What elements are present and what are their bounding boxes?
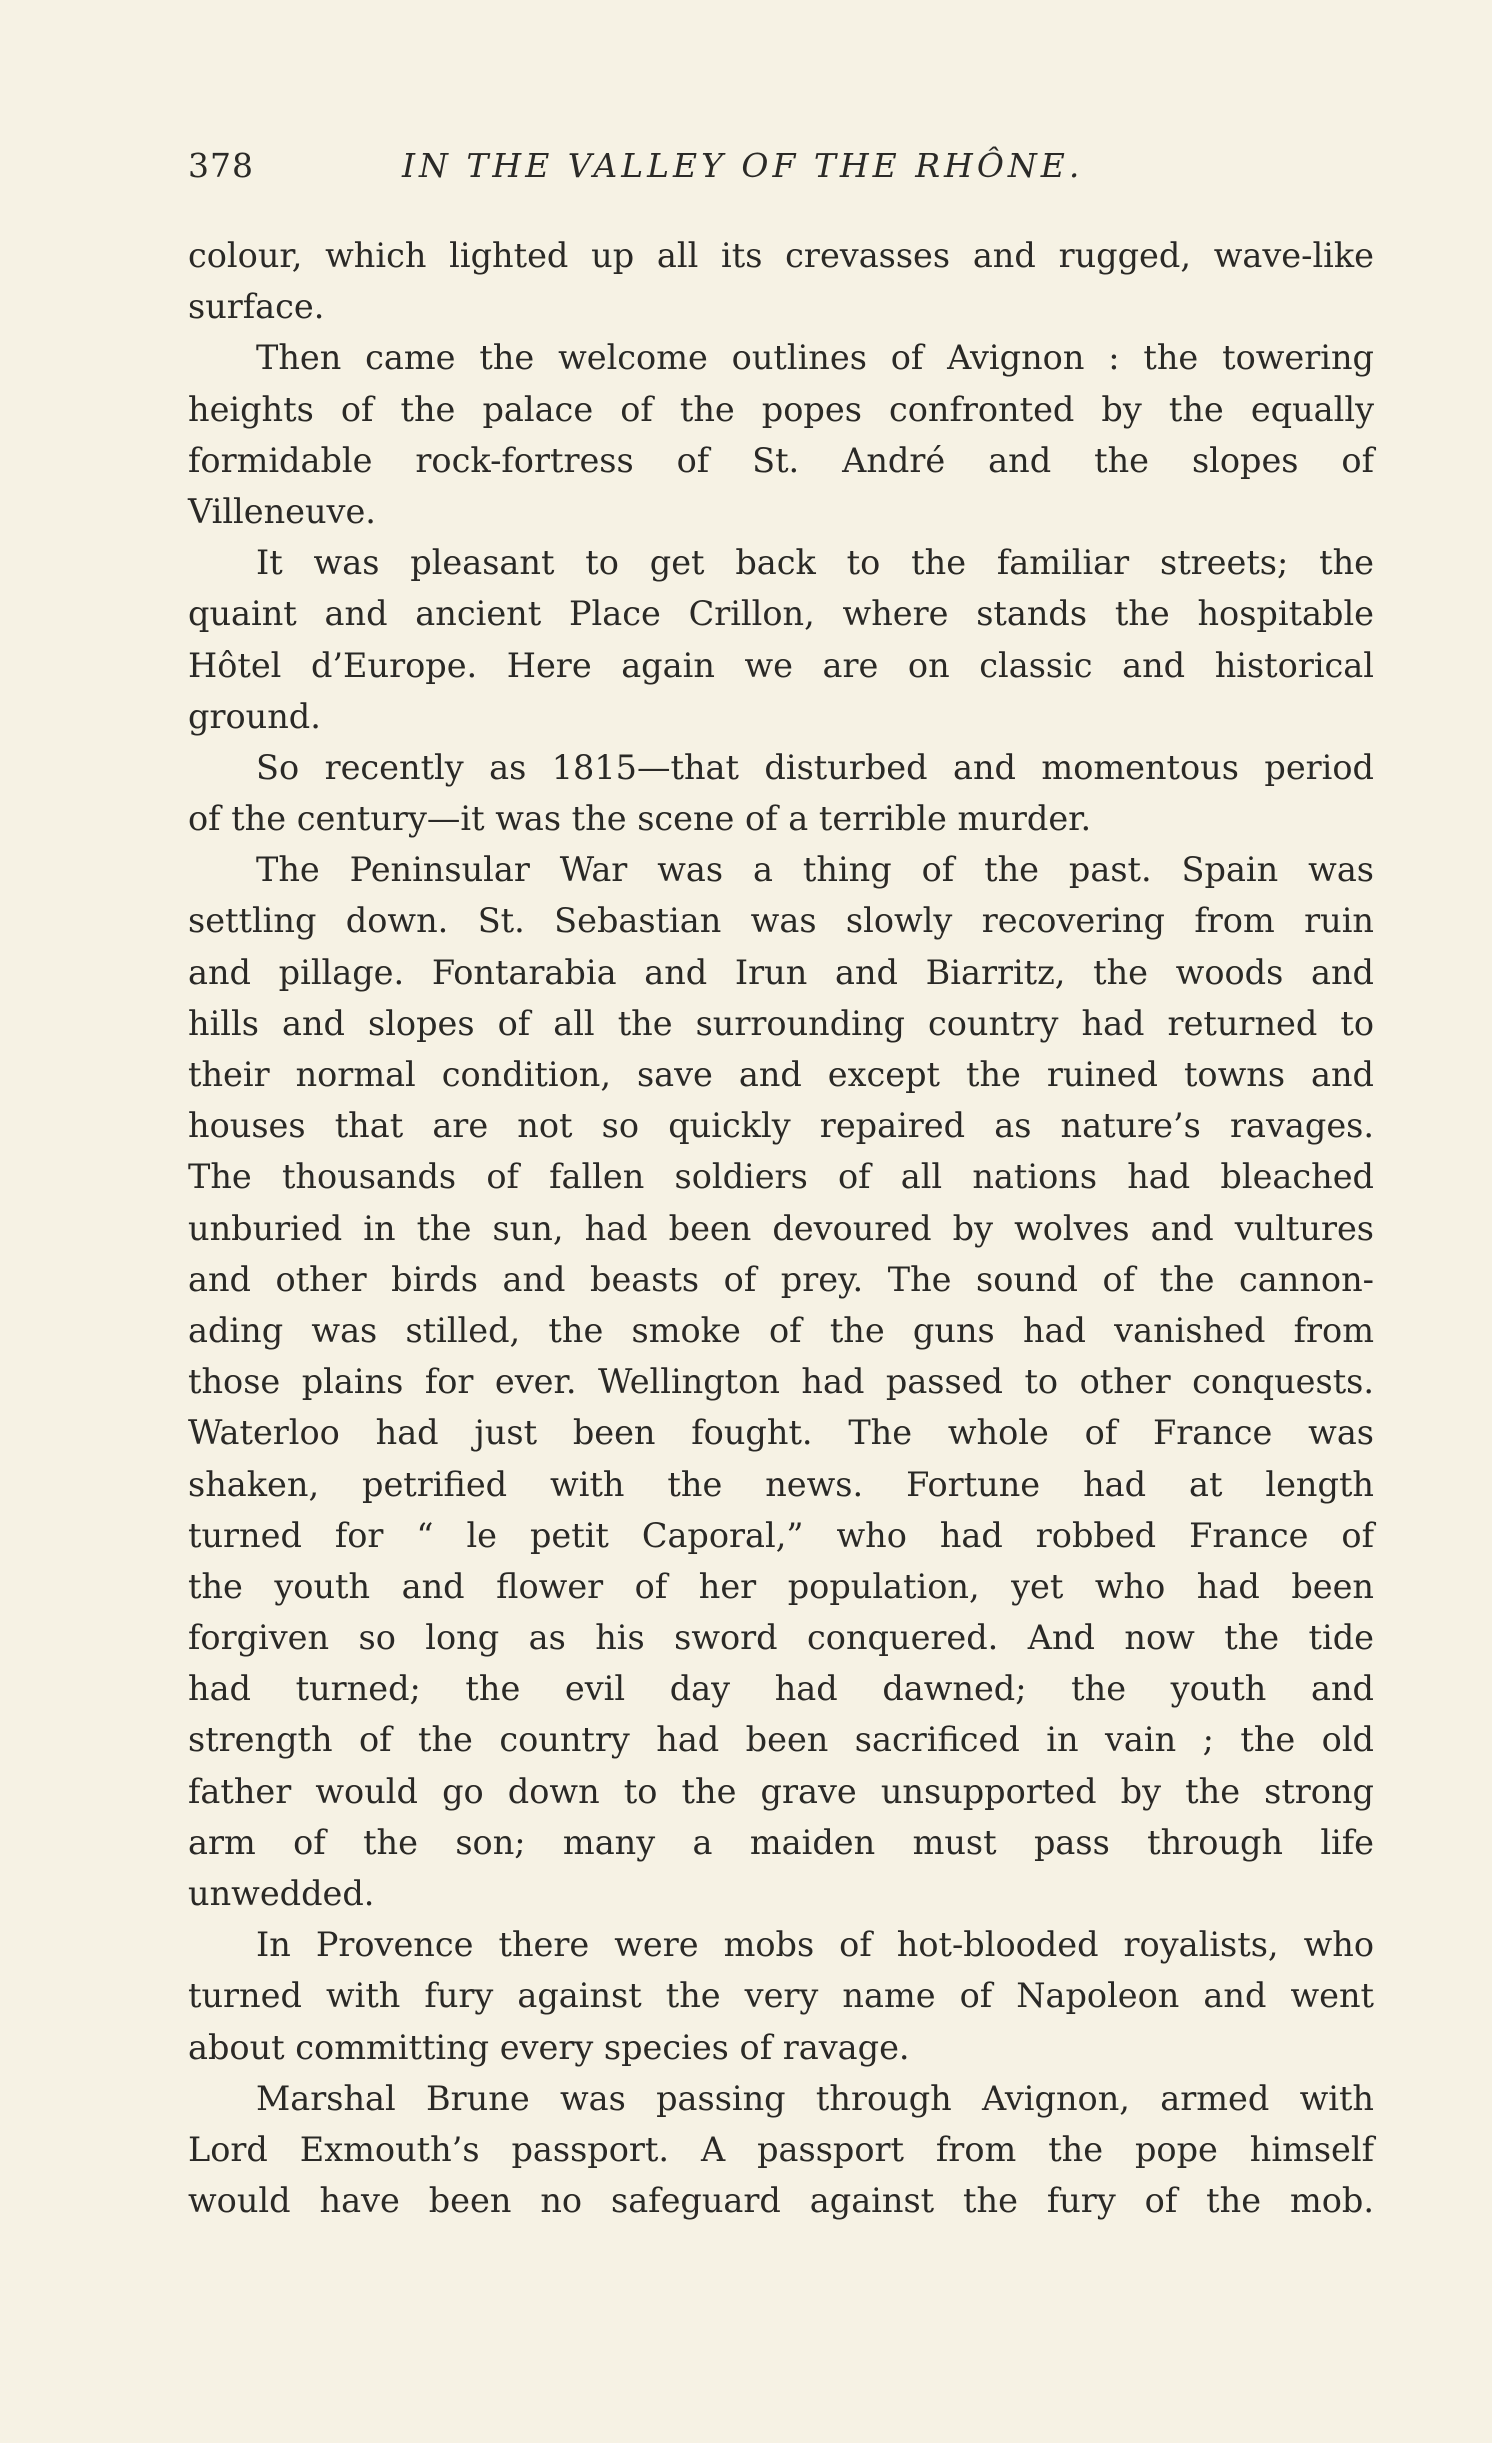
text-line: and other birds and beasts of prey. The sound of the cannon- [188,1259,1374,1299]
text-line: Marshal Brune was passing through Avignon, armed with [256,2078,1374,2118]
text-line: settling down. St. Sebastian was slowly recovering from ruin [188,901,1374,941]
text-line: Hôtel d’Europe. Here again we are on classic and historical [188,645,1374,685]
text-line: Lord Exmouth’s passport. A passport from the pope himself [188,2129,1374,2169]
page-number: 378 [188,146,254,185]
running-title: IN THE VALLEY OF THE RHÔNE. [402,146,1084,185]
text-line: ading was stilled, the smoke of the guns had vanished from [188,1310,1374,1350]
text-line: Villeneuve. [188,491,376,531]
text-line: The thousands of fallen soldiers of all nations had bleached [188,1157,1374,1197]
text-line: houses that are not so quickly repaired as nature’s ravages. [188,1106,1374,1146]
text-line: strength of the country had been sacrificed in vain ; the old [188,1720,1374,1760]
text-line: surface. [188,287,325,327]
text-line: formidable rock-fortress of St. André and the slopes of [188,440,1374,480]
text-line: would have been no safeguard against the fury of the mob. [188,2181,1374,2221]
text-line: those plains for ever. Wellington had passed to other conquests. [188,1362,1374,1402]
body-text [188,230,1374,2226]
text-line: the youth and flower of her population, yet who had been [188,1566,1374,1606]
text-line: colour, which lighted up all its crevasses and rugged, wave-like [188,236,1374,275]
text-line: It was pleasant to get back to the familiar streets; the [256,543,1374,583]
text-line: Waterloo had just been fought. The whole of France was [188,1413,1374,1453]
text-line: father would go down to the grave unsupported by the strong [188,1771,1374,1811]
text-line: forgiven so long as his sword conquered. And now the tide [188,1618,1374,1658]
text-line: turned for “ le petit Caporal,” who had robbed France of [188,1515,1374,1555]
text-line: ground. [188,696,321,736]
text-line: arm of the son; many a maiden must pass through life [188,1822,1374,1862]
text-line: hills and slopes of all the surrounding country had returned to [188,1003,1374,1043]
text-line: unwedded. [188,1874,375,1913]
text-line: So recently as 1815—that disturbed and momentous period [256,747,1374,787]
text-line: Then came the welcome outlines of Avignon : the towering [256,338,1374,378]
text-line: heights of the palace of the popes confronted by the equally [188,389,1374,429]
text-line: and pillage. Fontarabia and Irun and Biarritz, the woods and [188,952,1374,992]
text-line: quaint and ancient Place Crillon, where stands the hospitable [188,594,1374,634]
text-line: of the century—it was the scene of a terrible murder. [188,799,1092,839]
text-line: turned with fury against the very name of Napoleon and went [188,1976,1374,2016]
text-line: unburied in the sun, had been devoured by wolves and vultures [188,1208,1374,1248]
text-line: their normal condition, save and except the ruined towns and [188,1055,1374,1094]
text-line: had turned; the evil day had dawned; the youth and [188,1669,1374,1709]
running-head [188,140,1374,200]
text-line: about committing every species of ravage. [188,2027,910,2067]
text-line: The Peninsular War was a thing of the past. Spain was [256,850,1374,890]
text-line: shaken, petrified with the news. Fortune had at length [188,1464,1374,1504]
text-line: In Provence there were mobs of hot-blooded royalists, who [256,1925,1374,1965]
